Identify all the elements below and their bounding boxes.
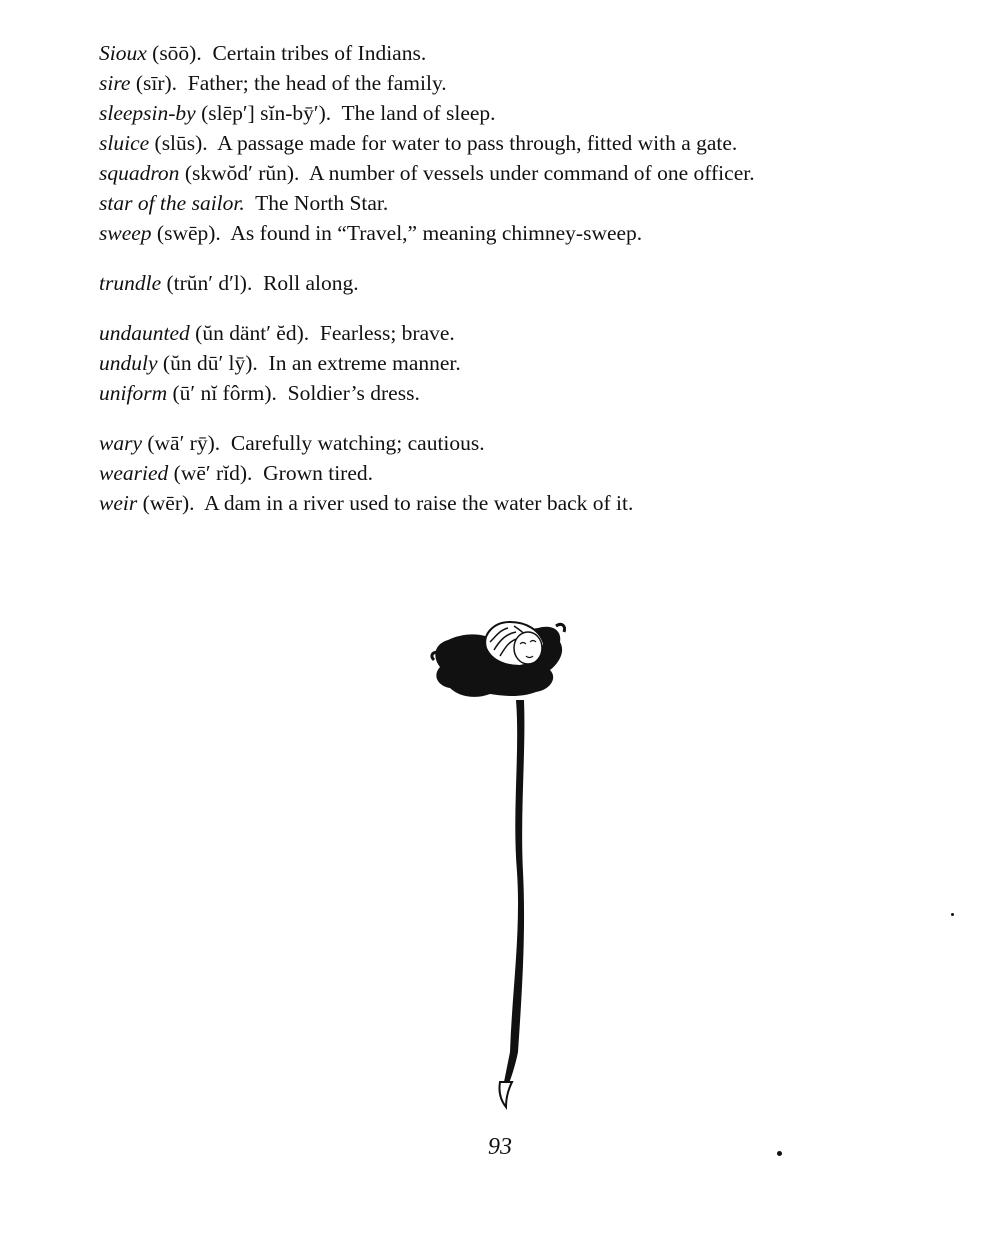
entry-pronunciation: (sōō). — [152, 41, 202, 65]
entry-definition: In an extreme manner. — [268, 351, 461, 375]
glossary-entry — [99, 428, 902, 458]
entry-pronunciation: (swēp). — [156, 221, 221, 245]
entry-definition: A dam in a river used to raise the water back of it. — [204, 491, 634, 515]
glossary-entry — [99, 128, 902, 158]
entry-term: wearied — [99, 461, 169, 485]
entry-term: sleepsin-by — [99, 101, 196, 125]
glossary-group-t — [99, 268, 902, 298]
entry-pronunciation: (wēr). — [142, 491, 195, 515]
entry-pronunciation: (ŭn dū′ lȳ). — [162, 351, 258, 375]
entry-term: sluice — [99, 131, 150, 155]
entry-definition: Fearless; brave. — [319, 321, 455, 345]
entry-definition: The North Star. — [255, 191, 389, 215]
entry-term: uniform — [99, 381, 168, 405]
glossary-entry — [99, 188, 902, 218]
entry-term: star of the sailor. — [99, 191, 245, 215]
glossary-entry — [99, 158, 902, 188]
entry-pronunciation: (wā′ rȳ). — [147, 431, 221, 455]
glossary-entry — [99, 98, 902, 128]
entry-pronunciation: (wē′ rĭd). — [173, 461, 253, 485]
glossary-group-w — [99, 428, 902, 518]
flower-fairy-illustration — [420, 612, 580, 1112]
entry-term: wary — [99, 431, 142, 455]
fairy-face-icon — [514, 632, 542, 664]
entry-term: trundle — [99, 271, 162, 295]
entry-definition: Grown tired. — [263, 461, 374, 485]
glossary-entry — [99, 378, 902, 408]
entry-term: undaunted — [99, 321, 190, 345]
entry-definition: Soldier’s dress. — [287, 381, 420, 405]
glossary-list — [99, 38, 902, 518]
glossary-entry — [99, 318, 902, 348]
entry-term: unduly — [99, 351, 158, 375]
page-number: 93 — [488, 1134, 512, 1160]
print-speck — [951, 913, 954, 916]
glossary-entry — [99, 38, 902, 68]
entry-definition: A passage made for water to pass through, fitted with a gate. — [217, 131, 738, 155]
entry-definition: A number of vessels under command of one officer. — [308, 161, 755, 185]
entry-definition: The land of sleep. — [341, 101, 496, 125]
glossary-entry — [99, 68, 902, 98]
entry-pronunciation: (trŭn′ d′l). — [166, 271, 253, 295]
entry-definition: Carefully watching; cautious. — [230, 431, 485, 455]
entry-definition: As found in “Travel,” meaning chimney-sweep. — [230, 221, 643, 245]
glossary-group-s — [99, 38, 902, 248]
entry-term: sire — [99, 71, 131, 95]
glossary-entry — [99, 218, 902, 248]
glossary-entry — [99, 268, 902, 298]
flower-stem-icon — [504, 700, 524, 1090]
entry-term: sweep — [99, 221, 152, 245]
entry-pronunciation: (sīr). — [135, 71, 178, 95]
entry-definition: Father; the head of the family. — [187, 71, 447, 95]
entry-pronunciation: (slēp′] sĭn-bȳ′). — [201, 101, 332, 125]
entry-pronunciation: (slūs). — [154, 131, 208, 155]
glossary-group-u — [99, 318, 902, 408]
glossary-entry — [99, 348, 902, 378]
entry-term: Sioux — [99, 41, 147, 65]
entry-term: weir — [99, 491, 138, 515]
entry-definition: Roll along. — [263, 271, 359, 295]
glossary-entry — [99, 458, 902, 488]
entry-pronunciation: (ū′ nĭ fôrm). — [172, 381, 277, 405]
entry-term: squadron — [99, 161, 180, 185]
entry-pronunciation: (ŭn dänt′ ĕd). — [195, 321, 310, 345]
glossary-entry — [99, 488, 902, 518]
entry-definition: Certain tribes of Indians. — [212, 41, 427, 65]
entry-pronunciation: (skwŏd′ rŭn). — [184, 161, 300, 185]
